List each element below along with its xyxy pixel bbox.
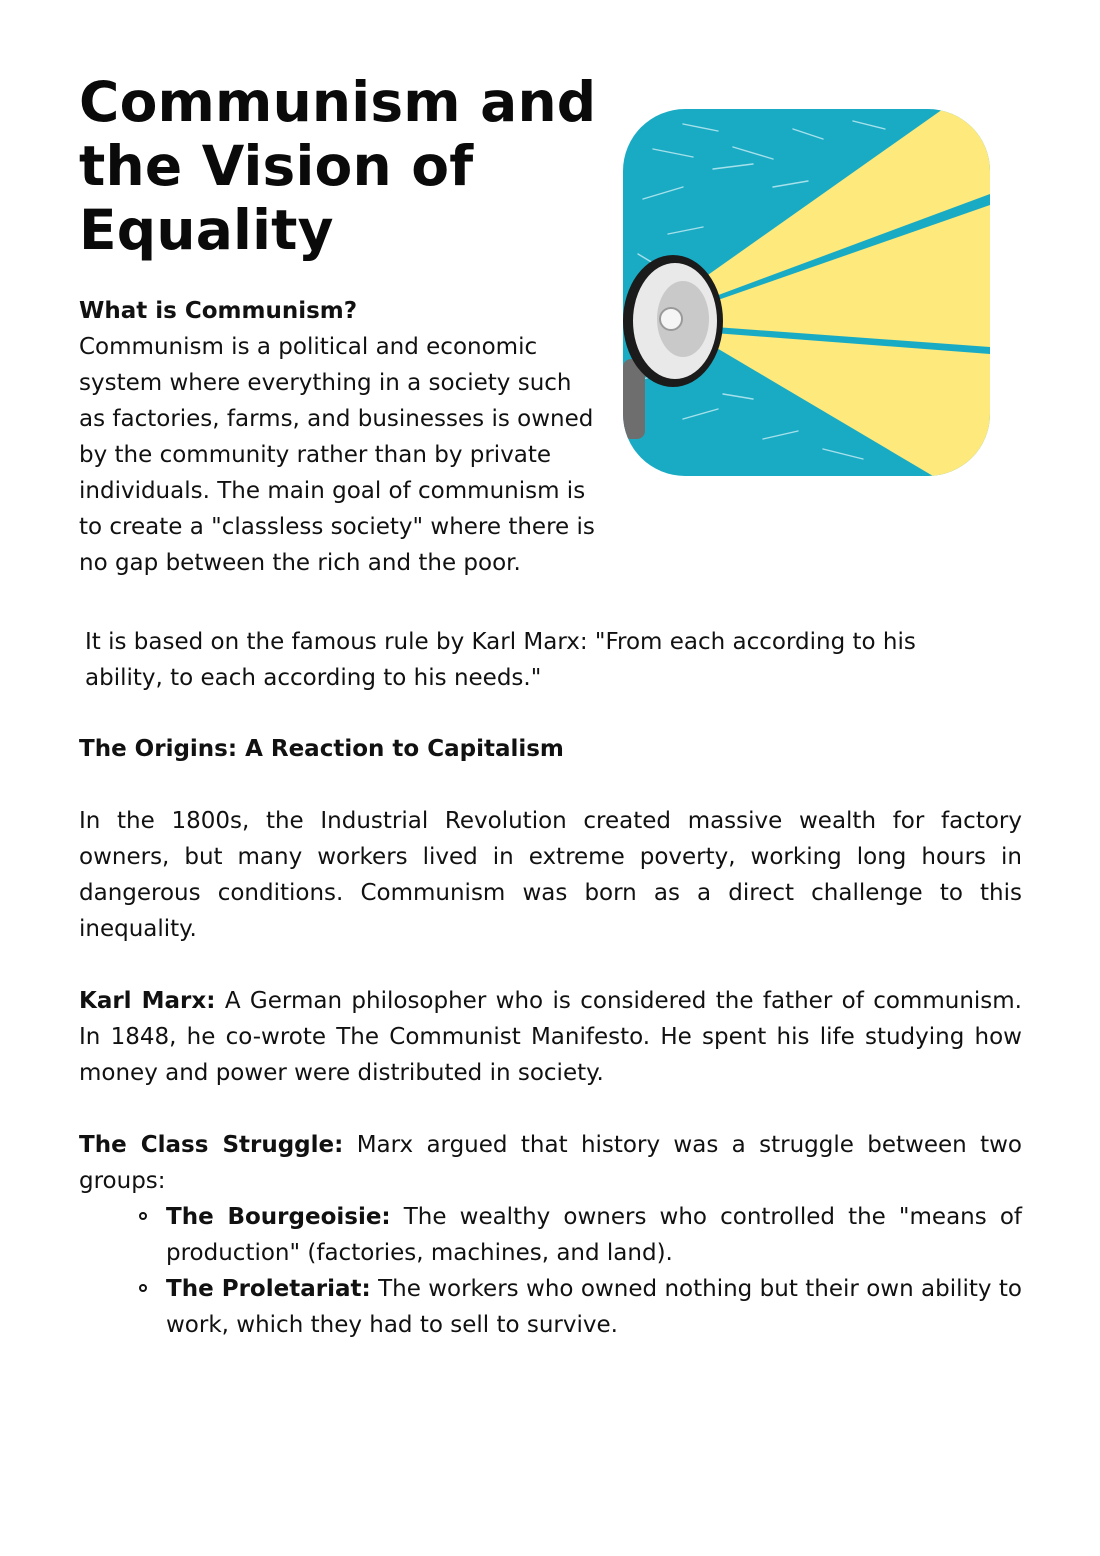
circle-bullet-icon: [139, 1284, 147, 1292]
proletariat-label: The Proletariat:: [166, 1276, 371, 1302]
karl-marx-paragraph: [79, 983, 1022, 1091]
industrial-revolution-paragraph: In the 1800s, the Industrial Revolution created massive wealth for factory owners, but many workers lived in extreme poverty, working long hours in dangerous conditions. Communism was born as a direct challenge to this inequality.: [79, 808, 1022, 942]
list-item-proletariat: [166, 1271, 1022, 1343]
marx-quote: It is based on the famous rule by Karl Marx: "From each according to his ability, to each according to his needs.": [85, 629, 916, 691]
intro-body: Communism is a political and economic system where everything in a society such as factories, farms, and businesses is owned by the community rather than by private individuals. The main goal of communism is to create a "classless society" where there is no gap between the rich and the poor.: [79, 334, 595, 576]
proletariat-text: The workers who owned nothing but their own ability to work, which they had to sell to survive.: [166, 1276, 1022, 1338]
megaphone-center: [660, 308, 682, 330]
class-struggle-paragraph: [79, 1127, 1022, 1199]
class-struggle-text: Marx argued that history was a struggle between two groups:: [79, 1132, 1022, 1194]
intro-section: [79, 293, 599, 581]
page-title: Communism and the Vision of Equality: [79, 70, 597, 262]
megaphone-illustration: [623, 109, 990, 476]
class-struggle-label: The Class Struggle:: [79, 1132, 344, 1158]
intro-heading: What is Communism?: [79, 298, 358, 324]
bourgeoisie-label: The Bourgeoisie:: [166, 1204, 391, 1230]
bourgeoisie-text: The wealthy owners who controlled the "means of production" (factories, machines, and land).: [166, 1204, 1022, 1266]
karl-marx-label: Karl Marx:: [79, 988, 216, 1014]
class-list: [166, 1199, 1022, 1343]
karl-marx-text: A German philosopher who is considered the father of communism. In 1848, he co-wrote The Communist Manifesto. He spent his life studying how money and power were distributed in society.: [79, 988, 1022, 1086]
circle-bullet-icon: [139, 1212, 147, 1220]
origins-heading: The Origins: A Reaction to Capitalism: [79, 736, 564, 762]
list-item-bourgeoisie: [166, 1199, 1022, 1271]
